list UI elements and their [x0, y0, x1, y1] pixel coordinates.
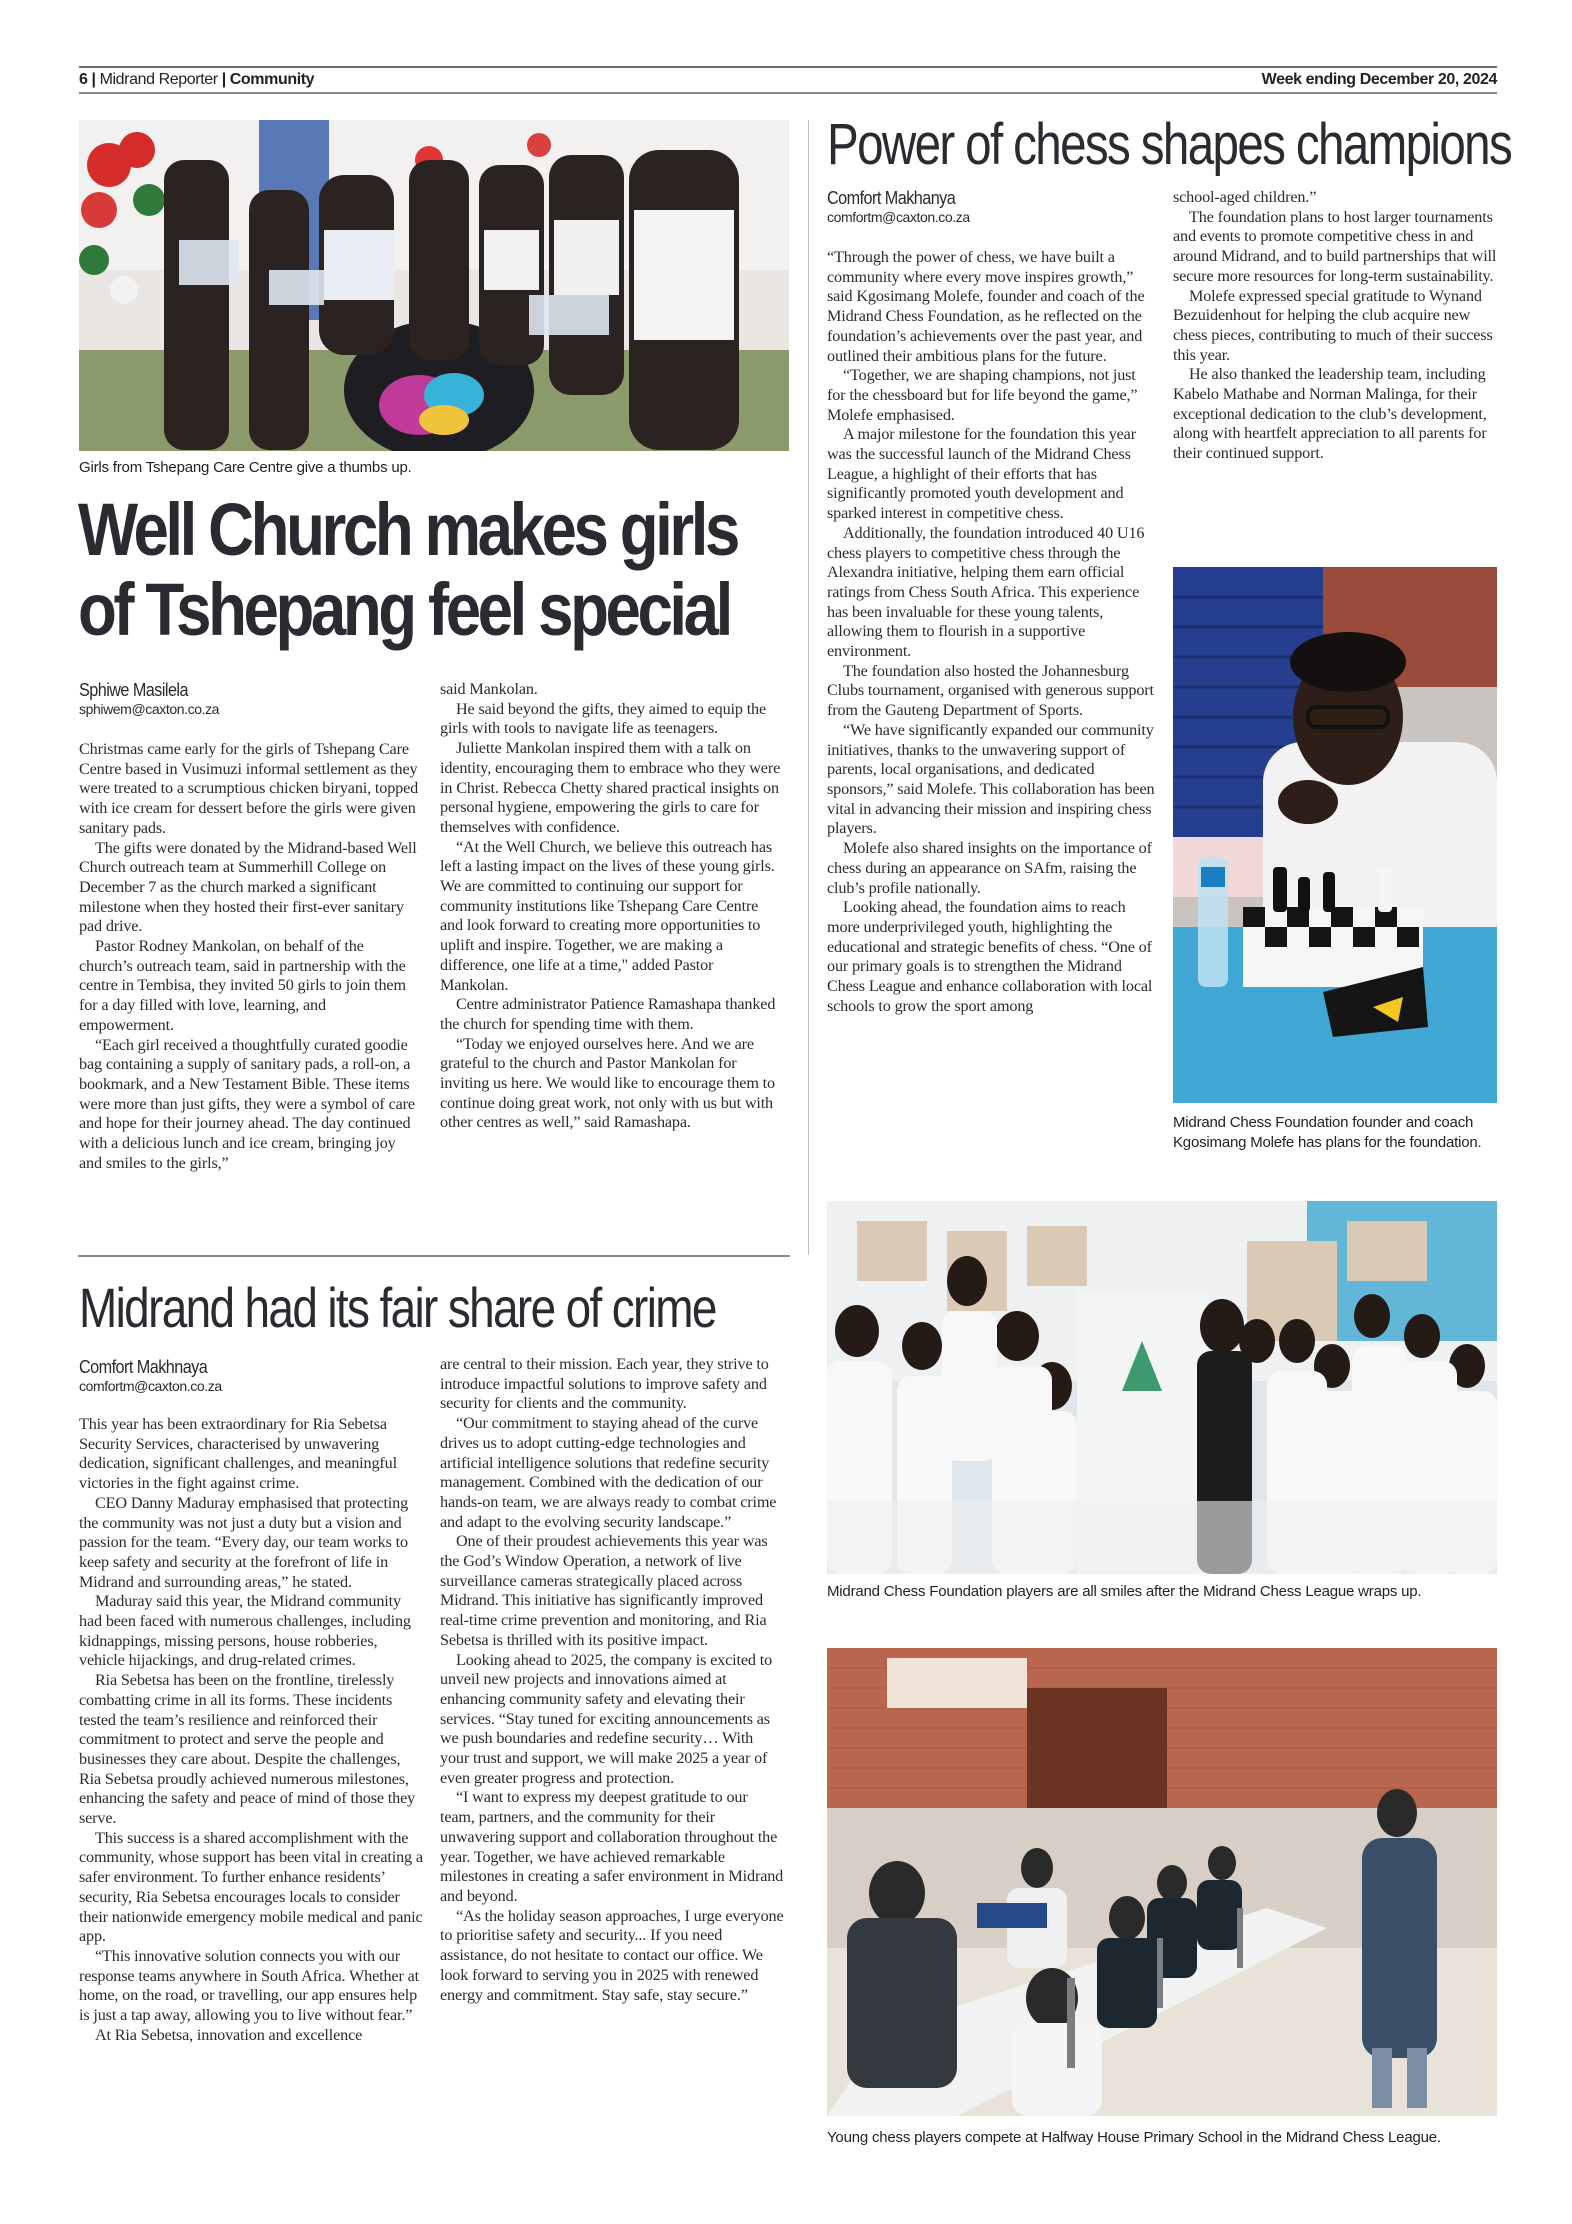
paragraph: The gifts were donated by the Midrand-based Well Church outreach team at Summerhill College on December 7 as the church marked a significant milestone when they hosted their first-ever sanitary pad drive. — [79, 838, 417, 936]
paragraph: A major milestone for the foundation this year was the successful launch of the Midrand Chess League, a highlight of their efforts that has significantly promoted youth development and sparked interest in competitive chess. — [827, 425, 1136, 523]
photo-caption: Young chess players compete at Halfway House Primary School in the Midrand Chess League. — [827, 2129, 1441, 2146]
paragraph: “Today we enjoyed ourselves here. And we are grateful to the church and Pastor Mankolan for inviting us here. We would like to encourage them to continue doing great work, not only with us but with other centres as well,” said Ramashapa. — [440, 1034, 775, 1132]
paragraph: Molefe also shared insights on the importance of chess during an appearance on SAfm, raising the club’s profile nationally. — [827, 839, 1152, 897]
paragraph: “I want to express my deepest gratitude to our team, partners, and the community for their unwavering support and collaboration throughout the year. Together, we have achieved remarkable milestones in creating a safer environment in Midrand and beyond. — [440, 1788, 784, 1905]
article-column-2 — [440, 1355, 785, 2005]
photo-girls-thumbs-up — [79, 120, 789, 451]
paragraph: “This innovative solution connects you with our response teams anywhere in South Africa. Whether at home, on the road, or travelling, our app ensures help is just a tap away, allowing you to live without fear.” — [79, 1946, 419, 2025]
byline-chess — [827, 188, 970, 225]
byline-well-church — [79, 680, 219, 717]
paragraph: Looking ahead, the foundation aims to reach more underprivileged youth, highlighting the educational and strategic benefits of chess. “One of our primary goals is to strengthen the Midrand Chess League and enhance collaboration with local schools to grow the sport among — [827, 898, 1153, 1015]
paragraph: Molefe expressed special gratitude to Wynand Bezuidenhout for helping the club acquire new chess pieces, contributing to much of their success this year. — [1173, 286, 1493, 364]
paragraph: Ria Sebetsa has been on the frontline, tirelessly combatting crime in all its forms. These incidents tested the team’s resilience and reinforced their commitment to protect and serve the people and businesses they care about. Despite the challenges, Ria Sebetsa proudly achieved numerous milestones, enhancing the safety and peace of mind of those they serve. — [79, 1671, 416, 1828]
photo-chess-competition-hall — [827, 1648, 1497, 2116]
headline-crime: Midrand had its fair share of crime — [79, 1276, 716, 1339]
article-column-1 — [827, 248, 1157, 1016]
paragraph: “Together, we are shaping champions, not just for the chessboard but for life beyond the game,” Molefe emphasised. — [827, 366, 1138, 424]
section-name: Community — [229, 71, 315, 88]
paragraph: “At the Well Church, we believe this outreach has left a lasting impact on the lives of these young girls. We are committed to continuing our support for community institutions like Tshepang Care Centre and look forward to creating more opportunities to uplift and inspire. Together, we are making a difference, one life at a time," added Pastor Mankolan. — [440, 837, 775, 994]
author-email[interactable]: comfortm@caxton.co.za — [827, 209, 970, 225]
photo-icon — [827, 1648, 1497, 2116]
photo-icon — [827, 1201, 1497, 1574]
paragraph: At Ria Sebetsa, innovation and excellence — [95, 2025, 363, 2044]
publication-name: Midrand Reporter — [99, 71, 218, 88]
author-name: Sphiwe Masilela — [79, 680, 188, 700]
paragraph: He also thanked the leadership team, including Kabelo Mathabe and Norman Malinga, for their exceptional dedication to the club’s development, along with heartfelt appreciation to all parents for their continued support. — [1173, 365, 1487, 463]
author-name: Comfort Makhnaya — [79, 1357, 208, 1377]
photo-caption: Girls from Tshepang Care Centre give a thumbs up. — [79, 459, 412, 476]
paragraph: The foundation also hosted the Johannesburg Clubs tournament, organised with generous support from the Gauteng Department of Sports. — [827, 661, 1154, 720]
paragraph: CEO Danny Maduray emphasised that protecting the community was not just a duty but a vision and passion for the team. “Every day, our team works to keep safety and security at the forefront of life in Midrand and surrounding areas,” he stated. — [79, 1493, 409, 1591]
article-column-2 — [1173, 188, 1503, 464]
paragraph: Christmas came early for the girls of Tshepang Care Centre based in Vusimuzi informal settlement as they were treated to a scrumptious chicken biryani, topped with ice cream for dessert before the girls were given sanitary pads. — [79, 740, 419, 837]
paragraph: “As the holiday season approaches, I urge everyone to prioritise safety and security... If you need assistance, do not hesitate to contact our office. We look forward to serving you in 2025 with renewed energy and commitment. Stay safe, stay secure.” — [440, 1906, 784, 2004]
author-email[interactable]: comfortm@caxton.co.za — [79, 1378, 222, 1394]
issue-date: Week ending December 20, 2024 — [1261, 71, 1497, 88]
photo-icon — [1173, 567, 1497, 1103]
headline-line-1: Well Church makes girls — [78, 488, 737, 571]
photo-chess-founder — [1173, 567, 1497, 1103]
author-name: Comfort Makhanya — [827, 188, 956, 208]
page-masthead — [79, 66, 1497, 94]
paragraph: Additionally, the foundation introduced 40 U16 chess players to competitive chess through the Alexandra initiative, helping them earn official ratings from Chess South Africa. This experience has been invaluable for these young talents, allowing them to flourish in a supportive environment. — [827, 523, 1145, 661]
paragraph: This year has been extraordinary for Ria Sebetsa Security Services, characterised by unwavering dedication, significant challenges, and meaningful victories in the fight against crime. — [79, 1415, 397, 1493]
column-divider — [808, 120, 809, 1255]
paragraph: said Mankolan. — [440, 680, 538, 698]
article-column-1 — [79, 1415, 424, 2046]
author-email[interactable]: sphiwem@caxton.co.za — [79, 701, 220, 717]
paragraph: This success is a shared accomplishment with the community, whose support has been vital in creating a safer environment. To further enhance residents’ security, Ria Sebetsa encourages locals to consider their nationwide emergency mobile medical and panic app. — [79, 1828, 423, 1946]
paragraph: One of their proudest achievements this year was the God’s Window Operation, a network of live surveillance cameras strategically placed across Midrand. This initiative has significantly improved real-time crime prevention and monitoring, and Ria Sebetsa is thrilled with its positive impact. — [440, 1532, 768, 1649]
paragraph: “Our commitment to staying ahead of the curve drives us to adopt cutting-edge technologies and artificial intelligence solutions that redefine security management. Combined with the dedication of our hands-on team, we are always ready to combat crime and adapt to the evolving security landscape.” — [440, 1414, 777, 1531]
article-column-1 — [79, 740, 419, 1173]
paragraph: Maduray said this year, the Midrand community had been faced with numerous challenges, including kidnappings, missing persons, house robberies, vehicle hijackings, and drug-related crimes. — [79, 1592, 411, 1670]
page-number: 6 — [79, 71, 88, 88]
paragraph: are central to their mission. Each year, they strive to introduce impactful solutions to improve safety and security for clients and the community. — [440, 1355, 769, 1413]
photo-icon — [79, 120, 789, 451]
paragraph: Pastor Rodney Mankolan, on behalf of the church’s outreach team, said in partnership with the centre in Tembisa, they invited 50 girls to join them for a day filled with love, learning, and empowerment. — [79, 937, 406, 1034]
photo-caption: Midrand Chess Foundation players are all smiles after the Midrand Chess League wraps up. — [827, 1583, 1422, 1600]
headline-well-church — [78, 490, 792, 650]
masthead-left: 6 | Midrand Reporter | Community — [79, 71, 315, 88]
paragraph: “We have significantly expanded our community initiatives, thanks to the unwavering support of parents, local organisations, and dedicated sponsors,” said Molefe. This collaboration has been vital in advancing their mission and inspiring chess players. — [827, 720, 1155, 838]
byline-crime — [79, 1357, 222, 1394]
article-column-2 — [440, 680, 785, 1133]
paragraph: The foundation plans to host larger tournaments and events to promote competitive chess in and around Midrand, and to build partnerships that will secure more resources for long-term sustainability. — [1173, 207, 1497, 285]
paragraph: Juliette Mankolan inspired them with a talk on identity, encouraging them to embrace who they were in Christ. Rebecca Chetty shared practical insights on personal hygiene, empowering the girls to care for themselves with confidence. — [440, 739, 781, 836]
paragraph: “Each girl received a thoughtfully curated goodie bag containing a supply of sanitary pads, a roll-on, a bookmark, and a New Testament Bible. These items were more than just gifts, they were a symbol of care and hope for their journey ahead. The day continued with a delicious lunch and ice cream, bringing joy and smiles to the girls,” — [79, 1035, 415, 1172]
headline-chess: Power of chess shapes champions — [827, 112, 1512, 177]
section-divider — [78, 1255, 790, 1257]
paragraph: school-aged children.” — [1173, 188, 1317, 206]
photo-chess-players-group — [827, 1201, 1497, 1574]
paragraph: Looking ahead to 2025, the company is excited to unveil new projects and innovations aimed at enhancing community safety and elevating their services. “Stay tuned for exciting announcements as we push boundaries and redefine security… With your trust and support, we will make 2025 a year of even greater progress and protection. — [440, 1650, 773, 1787]
headline-line-2: of Tshepang feel special — [78, 568, 730, 651]
paragraph: Centre administrator Patience Ramashapa thanked the church for spending time with them. — [440, 995, 776, 1033]
paragraph: “Through the power of chess, we have built a community where every move inspires growth,” said Kgosimang Molefe, founder and coach of the Midrand Chess Foundation, as he reflected on the foundation’s achievements over the past year, and outlined their ambitious plans for the future. — [827, 248, 1145, 365]
photo-caption: Midrand Chess Foundation founder and coach Kgosimang Molefe has plans for the foundation. — [1173, 1114, 1482, 1151]
paragraph: He said beyond the gifts, they aimed to equip the girls with tools to navigate life as teenagers. — [440, 699, 767, 738]
